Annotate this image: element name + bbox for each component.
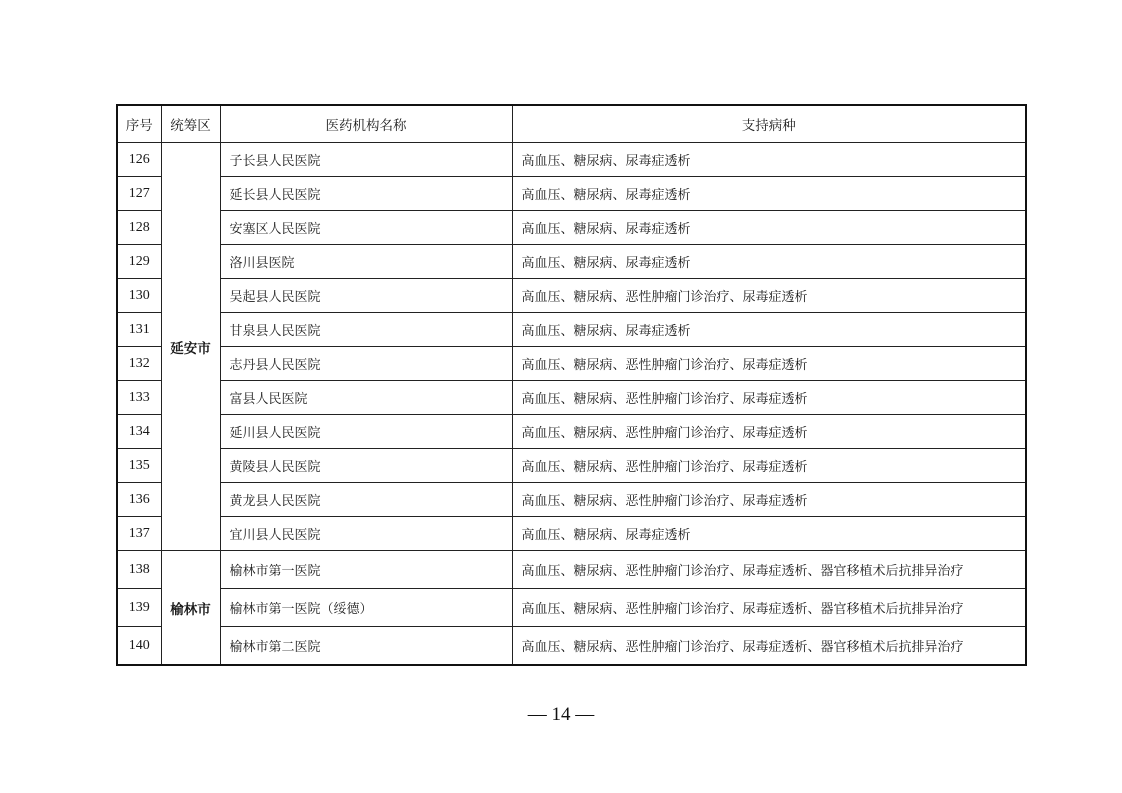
page-number: — 14 — bbox=[527, 704, 595, 725]
supported-diseases: 高血压、糖尿病、恶性肿瘤门诊治疗、尿毒症透析 bbox=[512, 279, 1026, 313]
row-number: 128 bbox=[117, 211, 161, 245]
institution-name: 志丹县人民医院 bbox=[220, 347, 512, 381]
header-region: 统筹区 bbox=[161, 105, 220, 143]
supported-diseases: 高血压、糖尿病、尿毒症透析 bbox=[512, 313, 1026, 347]
institution-name: 黄龙县人民医院 bbox=[220, 483, 512, 517]
row-number: 130 bbox=[117, 279, 161, 313]
institution-name: 甘泉县人民医院 bbox=[220, 313, 512, 347]
row-number: 136 bbox=[117, 483, 161, 517]
supported-diseases: 高血压、糖尿病、尿毒症透析 bbox=[512, 177, 1026, 211]
region-yulin: 榆林市 bbox=[161, 551, 220, 666]
table-row bbox=[117, 589, 1026, 627]
row-number: 139 bbox=[117, 589, 161, 627]
table-row bbox=[117, 279, 1026, 313]
row-number: 129 bbox=[117, 245, 161, 279]
table-row bbox=[117, 347, 1026, 381]
institution-name: 吴起县人民医院 bbox=[220, 279, 512, 313]
row-number: 133 bbox=[117, 381, 161, 415]
header-disease: 支持病种 bbox=[512, 105, 1026, 143]
institution-name: 延川县人民医院 bbox=[220, 415, 512, 449]
institution-name: 子长县人民医院 bbox=[220, 143, 512, 177]
table-row bbox=[117, 245, 1026, 279]
supported-diseases: 高血压、糖尿病、恶性肿瘤门诊治疗、尿毒症透析 bbox=[512, 449, 1026, 483]
row-number: 137 bbox=[117, 517, 161, 551]
supported-diseases: 高血压、糖尿病、尿毒症透析 bbox=[512, 211, 1026, 245]
table-row bbox=[117, 483, 1026, 517]
header-institution: 医药机构名称 bbox=[220, 105, 512, 143]
supported-diseases: 高血压、糖尿病、尿毒症透析 bbox=[512, 517, 1026, 551]
table-header-row bbox=[117, 105, 1026, 143]
institution-name: 安塞区人民医院 bbox=[220, 211, 512, 245]
supported-diseases: 高血压、糖尿病、恶性肿瘤门诊治疗、尿毒症透析 bbox=[512, 483, 1026, 517]
supported-diseases: 高血压、糖尿病、恶性肿瘤门诊治疗、尿毒症透析 bbox=[512, 347, 1026, 381]
table-row bbox=[117, 143, 1026, 177]
institution-name: 富县人民医院 bbox=[220, 381, 512, 415]
supported-diseases: 高血压、糖尿病、恶性肿瘤门诊治疗、尿毒症透析 bbox=[512, 381, 1026, 415]
row-number: 138 bbox=[117, 551, 161, 589]
institution-name: 榆林市第二医院 bbox=[220, 627, 512, 666]
row-number: 126 bbox=[117, 143, 161, 177]
table-row bbox=[117, 449, 1026, 483]
header-serial: 序号 bbox=[117, 105, 161, 143]
table-row bbox=[117, 313, 1026, 347]
row-number: 132 bbox=[117, 347, 161, 381]
institution-name: 榆林市第一医院 bbox=[220, 551, 512, 589]
institution-name: 宜川县人民医院 bbox=[220, 517, 512, 551]
hospital-table bbox=[116, 104, 1027, 666]
supported-diseases: 高血压、糖尿病、恶性肿瘤门诊治疗、尿毒症透析、器官移植术后抗排异治疗 bbox=[512, 589, 1026, 627]
table-row bbox=[117, 381, 1026, 415]
row-number: 131 bbox=[117, 313, 161, 347]
institution-name: 榆林市第一医院（绥德） bbox=[220, 589, 512, 627]
row-number: 134 bbox=[117, 415, 161, 449]
table-row bbox=[117, 627, 1026, 666]
institution-name: 洛川县医院 bbox=[220, 245, 512, 279]
institution-name: 黄陵县人民医院 bbox=[220, 449, 512, 483]
table-row bbox=[117, 177, 1026, 211]
table-row bbox=[117, 551, 1026, 589]
supported-diseases: 高血压、糖尿病、恶性肿瘤门诊治疗、尿毒症透析、器官移植术后抗排异治疗 bbox=[512, 551, 1026, 589]
supported-diseases: 高血压、糖尿病、恶性肿瘤门诊治疗、尿毒症透析、器官移植术后抗排异治疗 bbox=[512, 627, 1026, 666]
table-row bbox=[117, 415, 1026, 449]
row-number: 127 bbox=[117, 177, 161, 211]
region-yanan: 延安市 bbox=[161, 143, 220, 551]
row-number: 135 bbox=[117, 449, 161, 483]
table-row bbox=[117, 211, 1026, 245]
institution-name: 延长县人民医院 bbox=[220, 177, 512, 211]
table-row bbox=[117, 517, 1026, 551]
supported-diseases: 高血压、糖尿病、尿毒症透析 bbox=[512, 143, 1026, 177]
supported-diseases: 高血压、糖尿病、恶性肿瘤门诊治疗、尿毒症透析 bbox=[512, 415, 1026, 449]
supported-diseases: 高血压、糖尿病、尿毒症透析 bbox=[512, 245, 1026, 279]
row-number: 140 bbox=[117, 627, 161, 666]
